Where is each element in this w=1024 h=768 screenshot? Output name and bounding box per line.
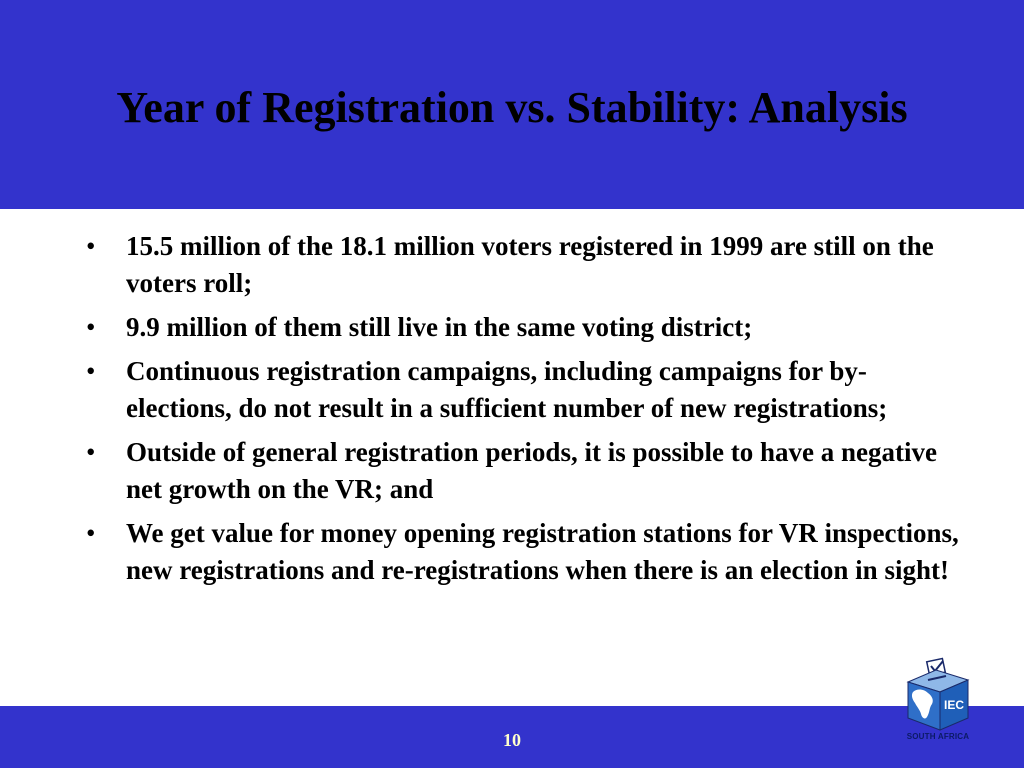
bullet-icon: • [86, 518, 96, 548]
logo-text: IEC [943, 698, 965, 712]
bullet-text: We get value for money opening registration stations for VR inspections, new registrations and re-registrations when there is an election in sight! [126, 518, 959, 585]
bullet-text: Outside of general registration periods, it is possible to have a negative net growth on the VR; and [126, 437, 937, 504]
bullet-item [86, 309, 966, 346]
bullet-icon: • [86, 231, 96, 261]
bullet-text: 9.9 million of them still live in the same voting district; [126, 312, 753, 342]
slide-title: Year of Registration vs. Stability: Analysis [116, 83, 908, 132]
bullet-icon: • [86, 312, 96, 342]
bullet-text: 15.5 million of the 18.1 million voters registered in 1999 are still on the voters roll; [126, 231, 934, 298]
bullet-icon: • [86, 437, 96, 467]
bullet-item [86, 434, 966, 508]
logo-caption: SOUTH AFRICA [906, 732, 970, 741]
bullet-text: Continuous registration campaigns, including campaigns for by-elections, do not result in a sufficient number of new registrations; [126, 356, 888, 423]
bullet-item [86, 353, 966, 427]
bullet-icon: • [86, 356, 96, 386]
bullet-list [86, 228, 966, 596]
page-number: 10 [503, 730, 521, 750]
bullet-item [86, 515, 966, 589]
bullet-item [86, 228, 966, 302]
